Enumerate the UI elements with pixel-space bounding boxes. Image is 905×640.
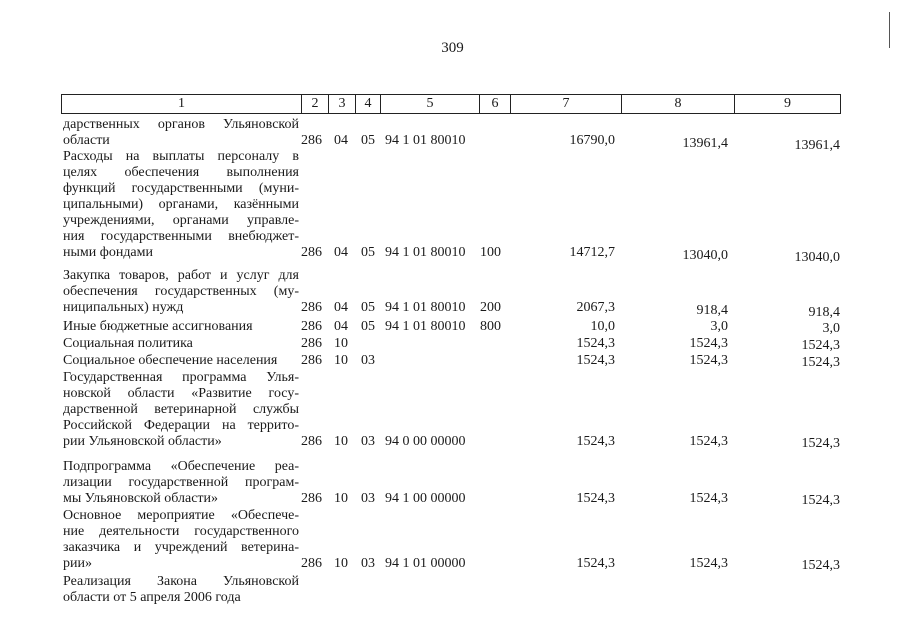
row-2-c8-cell: 13040,0 [682, 248, 728, 263]
row-2-desc-line: целях обеспечения выполнения [63, 165, 299, 180]
row-8-c8-cell: 1524,3 [689, 491, 728, 506]
row-9-desc-line: заказчика и учреждений ветерина- [63, 540, 299, 555]
page-number: 309 [441, 40, 464, 56]
row-2-c9-cell: 13040,0 [794, 250, 840, 265]
row-9-c2-cell: 286 [301, 556, 322, 571]
row-1-c2-cell: 286 [301, 133, 322, 148]
row-8-desc-line: лизации государственной програм- [63, 475, 299, 490]
row-9-c4-cell: 03 [361, 556, 375, 571]
row-4-c2-cell: 286 [301, 319, 322, 334]
row-4-c8-cell: 3,0 [710, 319, 728, 334]
row-10-desc-line: области от 5 апреля 2006 года [63, 590, 241, 605]
header-col-6: 6 [479, 95, 510, 113]
row-7-desc-line: Государственная программа Улья- [63, 370, 299, 385]
row-9-c8-cell: 1524,3 [689, 556, 728, 571]
row-4-c7-cell: 10,0 [590, 319, 615, 334]
row-6-c2-cell: 286 [301, 353, 322, 368]
row-4-c3-cell: 04 [334, 319, 348, 334]
row-10-desc-line: Реализация Закона Ульяновской [63, 574, 299, 589]
row-6-desc-line: Социальное обеспечение населения [63, 353, 278, 368]
row-3-c3-cell: 04 [334, 300, 348, 315]
row-1-c3-cell: 04 [334, 133, 348, 148]
row-9-c7-cell: 1524,3 [576, 556, 615, 571]
row-8-c7-cell: 1524,3 [576, 491, 615, 506]
row-9-c9-cell: 1524,3 [801, 558, 840, 573]
header-col-3: 3 [328, 95, 355, 113]
row-8-c2-cell: 286 [301, 491, 322, 506]
row-2-c7-cell: 14712,7 [569, 245, 615, 260]
header-col-1: 1 [178, 96, 185, 111]
header-col-4: 4 [355, 95, 380, 113]
row-7-desc-line: рии Ульяновской области» [63, 434, 222, 449]
row-3-c6-cell: 200 [480, 300, 501, 315]
header-col-2: 2 [301, 95, 328, 113]
row-5-c8-cell: 1524,3 [689, 336, 728, 351]
row-2-c4-cell: 05 [361, 245, 375, 260]
row-9-c5-cell: 94 1 01 00000 [385, 556, 466, 571]
row-9-desc-line: рии» [63, 556, 92, 571]
row-7-c5-cell: 94 0 00 00000 [385, 434, 466, 449]
row-7-c3-cell: 10 [334, 434, 348, 449]
row-1-c4-cell: 05 [361, 133, 375, 148]
row-6-c3-cell: 10 [334, 353, 348, 368]
header-col-8: 8 [621, 95, 734, 113]
row-1-c5-cell: 94 1 01 80010 [385, 133, 466, 148]
header-col-5: 5 [380, 95, 479, 113]
row-6-c9-cell: 1524,3 [801, 355, 840, 370]
row-5-desc-line: Социальная политика [63, 336, 193, 351]
row-9-desc-line: ние деятельности государственного [63, 524, 299, 539]
row-2-desc-line: ния государственными внебюджет- [63, 229, 299, 244]
row-8-c9-cell: 1524,3 [801, 493, 840, 508]
row-7-c4-cell: 03 [361, 434, 375, 449]
row-7-c2-cell: 286 [301, 434, 322, 449]
row-8-desc-line: Подпрограмма «Обеспечение реа- [63, 459, 299, 474]
row-7-c7-cell: 1524,3 [576, 434, 615, 449]
row-2-desc-line: ципальными) органами, казёнными [63, 197, 299, 212]
header-col-9: 9 [734, 95, 840, 113]
row-8-c3-cell: 10 [334, 491, 348, 506]
row-5-c3-cell: 10 [334, 336, 348, 351]
row-1-c8-cell: 13961,4 [682, 136, 728, 151]
row-5-c7-cell: 1524,3 [576, 336, 615, 351]
row-1-c9-cell: 13961,4 [794, 138, 840, 153]
row-3-desc-line: ниципальных) нужд [63, 300, 184, 315]
row-2-desc-line: функций государственными (муни- [63, 181, 299, 196]
row-2-desc-line: ными фондами [63, 245, 154, 260]
row-3-c9-cell: 918,4 [808, 305, 840, 320]
row-1-c7-cell: 16790,0 [569, 133, 615, 148]
row-8-c4-cell: 03 [361, 491, 375, 506]
row-4-c5-cell: 94 1 01 80010 [385, 319, 466, 334]
row-3-c5-cell: 94 1 01 80010 [385, 300, 466, 315]
row-4-desc-line: Иные бюджетные ассигнования [63, 319, 253, 334]
row-9-c3-cell: 10 [334, 556, 348, 571]
row-9-desc-line: Основное мероприятие «Обеспече- [63, 508, 299, 523]
row-2-desc-line: учреждениями, органами управле- [63, 213, 299, 228]
row-4-c6-cell: 800 [480, 319, 501, 334]
row-5-c2-cell: 286 [301, 336, 322, 351]
row-3-c2-cell: 286 [301, 300, 322, 315]
row-7-c8-cell: 1524,3 [689, 434, 728, 449]
row-2-c3-cell: 04 [334, 245, 348, 260]
row-6-c8-cell: 1524,3 [689, 353, 728, 368]
row-3-desc-line: Закупка товаров, работ и услуг для [63, 268, 299, 283]
row-7-c9-cell: 1524,3 [801, 436, 840, 451]
header-col-7: 7 [510, 95, 621, 113]
row-2-c6-cell: 100 [480, 245, 501, 260]
row-2-c2-cell: 286 [301, 245, 322, 260]
row-2-c5-cell: 94 1 01 80010 [385, 245, 466, 260]
table-header-row [61, 94, 841, 114]
row-8-desc-line: мы Ульяновской области» [63, 491, 219, 506]
row-2-desc-line: Расходы на выплаты персоналу в [63, 149, 299, 164]
row-5-c9-cell: 1524,3 [801, 338, 840, 353]
row-7-desc-line: новской области «Развитие госу- [63, 386, 299, 401]
row-6-c7-cell: 1524,3 [576, 353, 615, 368]
row-1-desc-line: дарственных органов Ульяновской [63, 117, 299, 132]
row-1-desc-line: области [63, 133, 110, 148]
row-6-c4-cell: 03 [361, 353, 375, 368]
row-4-c4-cell: 05 [361, 319, 375, 334]
row-4-c9-cell: 3,0 [822, 321, 840, 336]
row-3-desc-line: обеспечения государственных (му- [63, 284, 299, 299]
row-7-desc-line: дарственной ветеринарной службы [63, 402, 299, 417]
row-7-desc-line: Российской Федерации на террито- [63, 418, 299, 433]
row-8-c5-cell: 94 1 00 00000 [385, 491, 466, 506]
row-3-c8-cell: 918,4 [696, 303, 728, 318]
row-3-c7-cell: 2067,3 [576, 300, 615, 315]
row-3-c4-cell: 05 [361, 300, 375, 315]
